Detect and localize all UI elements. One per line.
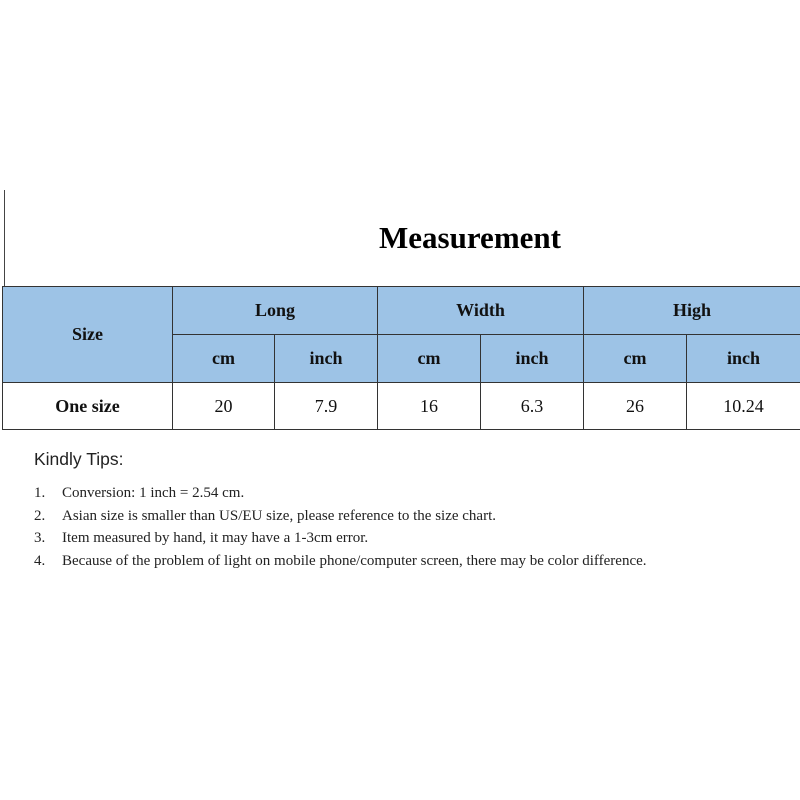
table-header-row-groups	[3, 287, 800, 335]
group-header-high: High	[584, 287, 800, 335]
tip-text: Because of the problem of light on mobile phone/computer screen, there may be color difference.	[62, 552, 647, 569]
unit-header-long-inch: inch	[275, 335, 378, 383]
tip-text: Conversion: 1 inch = 2.54 cm.	[62, 485, 245, 501]
size-chart-table	[2, 286, 800, 430]
cell-long-cm: 20	[173, 383, 275, 430]
cell-high-inch: 10.24	[687, 383, 800, 430]
page-title: Measurement	[379, 220, 561, 255]
tip-number: 2.	[34, 507, 46, 524]
row-label: One size	[3, 383, 173, 430]
unit-header-high-inch: inch	[687, 335, 800, 383]
unit-header-high-cm: cm	[584, 335, 687, 383]
group-header-width: Width	[378, 287, 584, 335]
table-row	[3, 383, 800, 430]
left-vertical-rule	[4, 190, 5, 286]
unit-header-width-inch: inch	[481, 335, 584, 383]
cell-high-cm: 26	[584, 383, 687, 430]
tip-number: 3.	[34, 530, 46, 546]
group-header-long: Long	[173, 287, 378, 335]
tip-item	[34, 505, 734, 528]
tip-item	[34, 527, 734, 550]
tip-number: 1.	[34, 485, 46, 501]
tips-heading: Kindly Tips:	[34, 449, 124, 469]
cell-width-inch: 6.3	[481, 383, 584, 430]
tip-item	[34, 482, 734, 505]
tip-number: 4.	[34, 552, 46, 569]
tip-text: Asian size is smaller than US/EU size, please reference to the size chart.	[62, 507, 496, 524]
cell-width-cm: 16	[378, 383, 481, 430]
tips-list	[34, 482, 734, 572]
unit-header-width-cm: cm	[378, 335, 481, 383]
size-column-header: Size	[3, 287, 173, 383]
tip-item	[34, 550, 734, 573]
cell-long-inch: 7.9	[275, 383, 378, 430]
tip-text: Item measured by hand, it may have a 1-3cm error.	[62, 530, 369, 546]
unit-header-long-cm: cm	[173, 335, 275, 383]
